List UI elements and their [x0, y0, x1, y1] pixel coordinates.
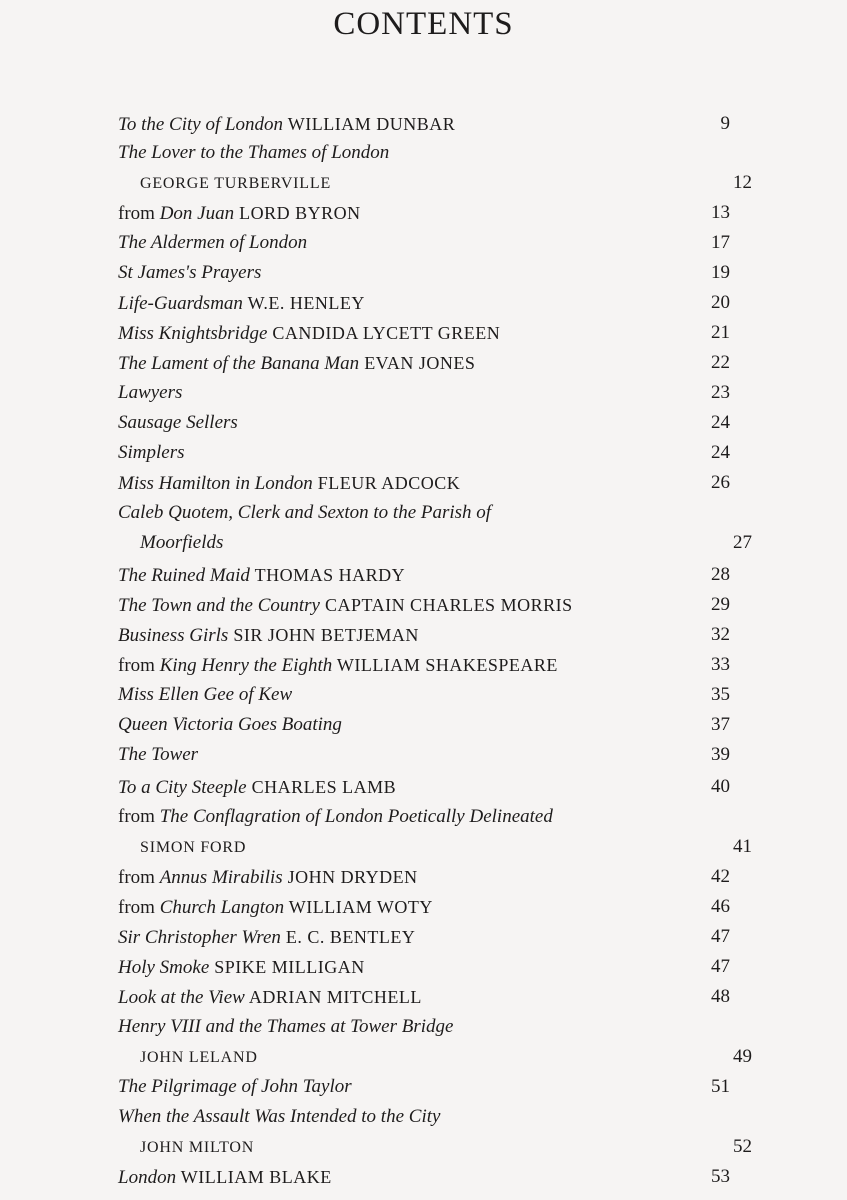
- entry-author: ADRIAN MITCHELL: [244, 987, 422, 1007]
- toc-entry: [118, 923, 730, 951]
- entry-page-number: 42: [711, 866, 730, 887]
- entry-title: Henry VIII and the Thames at Tower Bridge: [118, 1016, 454, 1037]
- toc-entry: [140, 833, 752, 861]
- entry-title: Life-Guardsman: [118, 293, 243, 314]
- entry-prefix: from: [118, 897, 160, 918]
- toc-entry: [118, 409, 730, 437]
- entry-author: SPIKE MILLIGAN: [209, 957, 365, 977]
- entry-author: JOHN DRYDEN: [282, 867, 418, 887]
- entry-page-number: 19: [711, 262, 730, 283]
- toc-entry: [118, 803, 730, 831]
- entry-page-number: 29: [711, 594, 730, 615]
- entry-page-number: 47: [711, 956, 730, 977]
- entry-title: The Conflagration of London Poetically Delineated: [159, 806, 553, 827]
- entry-page-number: 37: [711, 714, 730, 735]
- entry-title: Caleb Quotem, Clerk and Sexton to the Parish of: [118, 502, 492, 523]
- entry-title: Look at the View: [118, 987, 245, 1008]
- entry-author: FLEUR ADCOCK: [312, 473, 461, 493]
- page-title: CONTENTS: [333, 6, 514, 42]
- toc-entry: [118, 1163, 730, 1191]
- entry-page-number: 48: [711, 986, 730, 1007]
- entry-page-number: 46: [711, 896, 730, 917]
- toc-entry: [118, 893, 730, 921]
- entry-page-number: 24: [711, 442, 730, 463]
- entry-prefix: from: [118, 655, 160, 676]
- toc-entry: [118, 651, 730, 679]
- toc-entry: [118, 711, 730, 739]
- toc-entry: [118, 621, 730, 649]
- toc-entry: [140, 169, 752, 197]
- entry-page-number: 12: [733, 172, 752, 193]
- entry-page-number: 49: [733, 1046, 752, 1067]
- toc-entry: [118, 139, 730, 167]
- entry-title: London: [118, 1167, 177, 1188]
- entry-author: W.E. HENLEY: [242, 293, 365, 313]
- entry-title: The Pilgrimage of John Taylor: [118, 1076, 352, 1097]
- entry-title: Moorfields: [140, 532, 224, 553]
- entry-author: SIMON FORD: [140, 839, 247, 856]
- toc-entry: [140, 529, 752, 557]
- entry-title: Miss Knightsbridge: [118, 323, 268, 344]
- entry-title: Don Juan: [159, 203, 235, 224]
- entry-author: WILLIAM SHAKESPEARE: [332, 655, 558, 675]
- entry-page-number: 51: [711, 1076, 730, 1097]
- toc-entry: [118, 983, 730, 1011]
- entry-page-number: 22: [711, 352, 730, 373]
- entry-title: Annus Mirabilis: [159, 867, 283, 888]
- entry-title: Miss Ellen Gee of Kew: [118, 684, 293, 705]
- entry-title: When the Assault Was Intended to the City: [118, 1106, 441, 1127]
- entry-author: WILLIAM WOTY: [284, 897, 433, 917]
- entry-author: CAPTAIN CHARLES MORRIS: [320, 595, 573, 615]
- toc-entry: [118, 379, 730, 407]
- entry-author: CHARLES LAMB: [246, 777, 397, 797]
- entry-title: The Lover to the Thames of London: [118, 142, 390, 163]
- toc-entry: [118, 349, 730, 377]
- entry-title: Sausage Sellers: [118, 412, 238, 433]
- toc-entry: [118, 259, 730, 287]
- entry-author: JOHN MILTON: [140, 1139, 255, 1156]
- entry-page-number: 32: [711, 624, 730, 645]
- entry-page-number: 53: [711, 1166, 730, 1187]
- entry-page-number: 28: [711, 564, 730, 585]
- toc-entry: [118, 199, 730, 227]
- toc-entry: [140, 1133, 752, 1161]
- entry-page-number: 23: [711, 382, 730, 403]
- entry-title: King Henry the Eighth: [159, 655, 333, 676]
- entry-author: E. C. BENTLEY: [280, 927, 416, 947]
- entry-title: Queen Victoria Goes Boating: [118, 714, 342, 735]
- toc-entry: [118, 741, 730, 769]
- entry-page-number: 39: [711, 744, 730, 765]
- entry-page-number: 41: [733, 836, 752, 857]
- entry-page-number: 35: [711, 684, 730, 705]
- toc-entry: [118, 110, 730, 138]
- entry-page-number: 40: [711, 776, 730, 797]
- entry-author: CANDIDA LYCETT GREEN: [267, 323, 501, 343]
- entry-title: St James's Prayers: [118, 262, 262, 283]
- entry-title: To a City Steeple: [118, 777, 247, 798]
- toc-entry: [118, 1073, 730, 1101]
- entry-author: SIR JOHN BETJEMAN: [228, 625, 419, 645]
- toc-entry: [118, 229, 730, 257]
- entry-title: To the City of London: [118, 114, 284, 135]
- entry-title: Church Langton: [159, 897, 285, 918]
- entry-page-number: 33: [711, 654, 730, 675]
- entry-prefix: from: [118, 867, 160, 888]
- entry-prefix: from: [118, 203, 160, 224]
- entry-title: The Aldermen of London: [118, 232, 308, 253]
- entry-title: Simplers: [118, 442, 185, 463]
- toc-entry: [118, 681, 730, 709]
- entry-page-number: 21: [711, 322, 730, 343]
- toc-entry: [118, 863, 730, 891]
- toc-entry: [118, 439, 730, 467]
- entry-author: THOMAS HARDY: [249, 565, 406, 585]
- entry-title: The Tower: [118, 744, 199, 765]
- toc-entry: [118, 1103, 730, 1131]
- toc-entry: [118, 561, 730, 589]
- entry-prefix: from: [118, 806, 160, 827]
- toc-entry: [118, 953, 730, 981]
- entry-title: Lawyers: [118, 382, 183, 403]
- entry-title: The Ruined Maid: [118, 565, 250, 586]
- entry-author: WILLIAM BLAKE: [176, 1167, 332, 1187]
- entry-page-number: 17: [711, 232, 730, 253]
- entry-page-number: 27: [733, 532, 752, 553]
- entry-page-number: 20: [711, 292, 730, 313]
- entry-title: The Town and the Country: [118, 595, 320, 616]
- toc-entry: [118, 499, 730, 527]
- entry-author: JOHN LELAND: [140, 1049, 258, 1066]
- toc-entry: [140, 1043, 752, 1071]
- toc-entry: [118, 1013, 730, 1041]
- entry-title: The Lament of the Banana Man: [118, 353, 360, 374]
- entry-author: EVAN JONES: [359, 353, 476, 373]
- toc-entry: [118, 773, 730, 801]
- toc-entry: [118, 469, 730, 497]
- entry-author: WILLIAM DUNBAR: [283, 114, 456, 134]
- toc-entry: [118, 289, 730, 317]
- toc-entry: [118, 591, 730, 619]
- entry-title: Miss Hamilton in London: [118, 473, 313, 494]
- entry-page-number: 47: [711, 926, 730, 947]
- entry-title: Holy Smoke: [118, 957, 210, 978]
- entry-page-number: 24: [711, 412, 730, 433]
- entry-author: LORD BYRON: [234, 203, 361, 223]
- entry-page-number: 13: [711, 202, 730, 223]
- entry-author: GEORGE TURBERVILLE: [140, 175, 332, 192]
- entry-page-number: 26: [711, 472, 730, 493]
- entry-title: Sir Christopher Wren: [118, 927, 281, 948]
- entry-title: Business Girls: [118, 625, 229, 646]
- toc-entry: [118, 319, 730, 347]
- entry-page-number: 9: [720, 113, 730, 134]
- entry-page-number: 52: [733, 1136, 752, 1157]
